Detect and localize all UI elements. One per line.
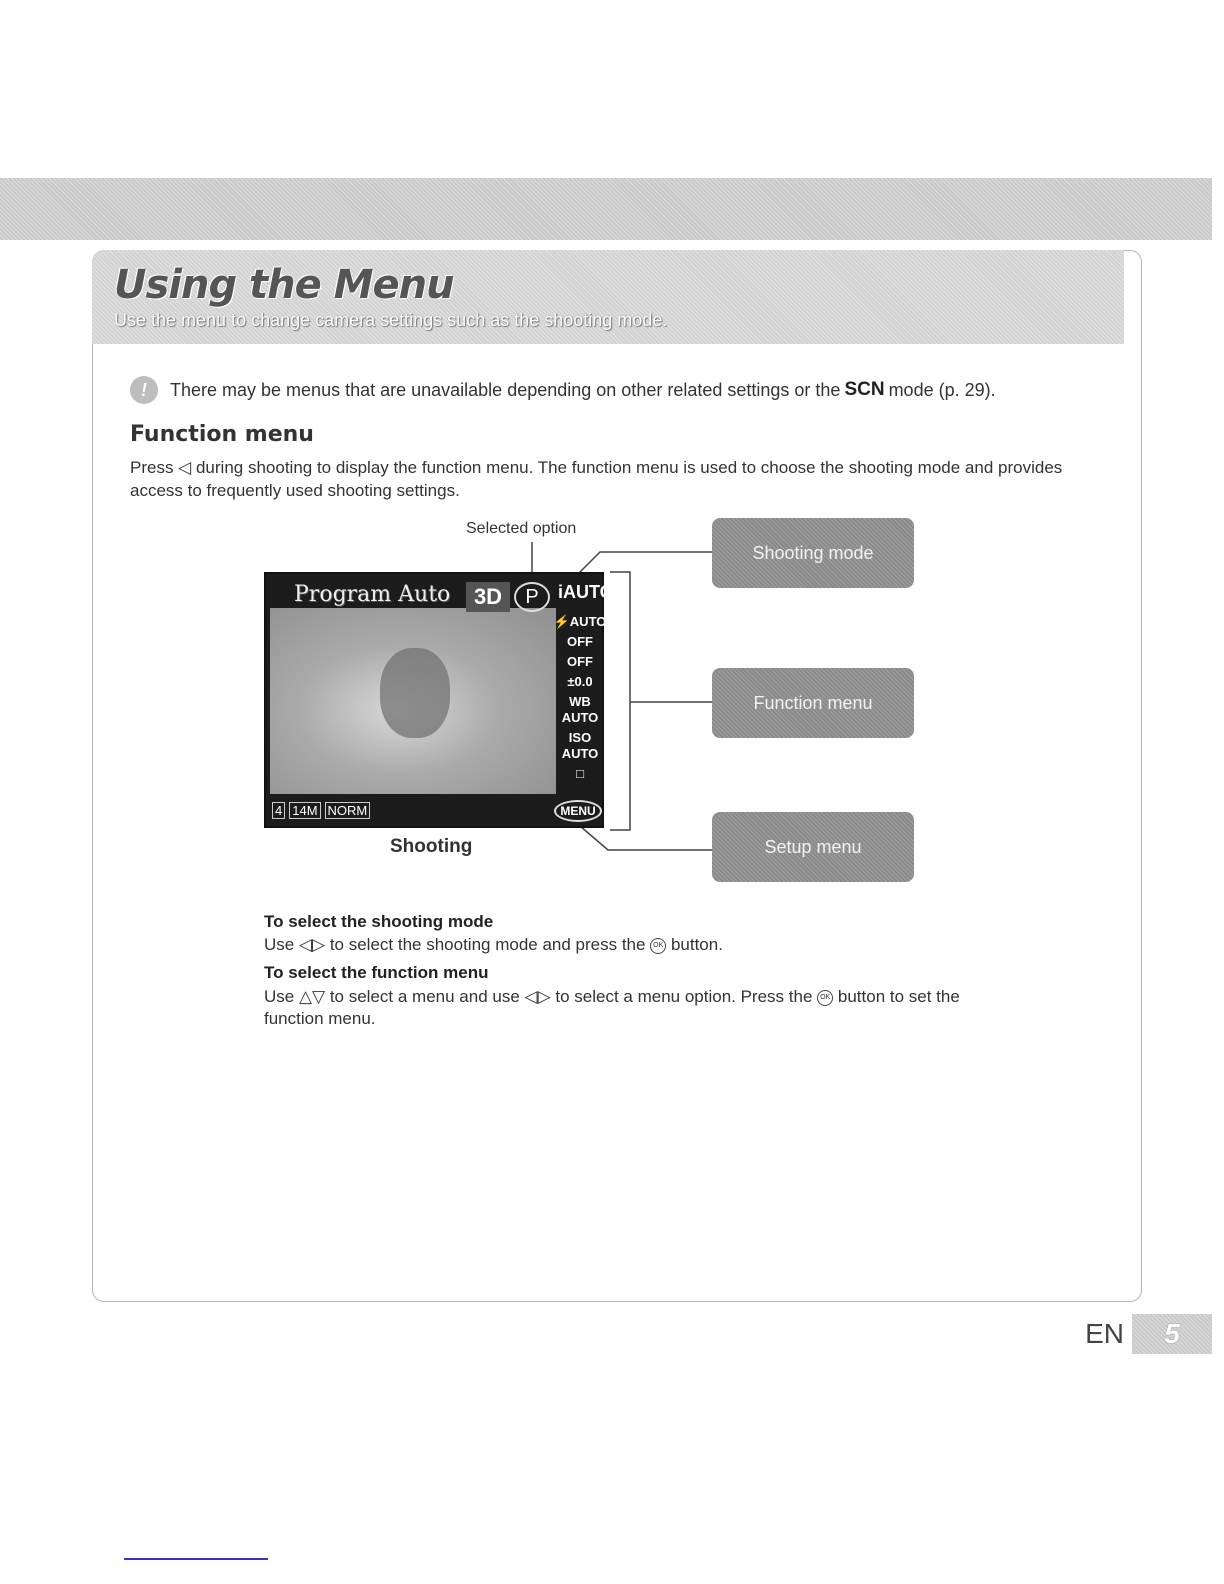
screen-function-bar <box>553 614 607 794</box>
step-text-after: button. <box>670 935 723 954</box>
iso-setting: ISO AUTO <box>561 730 599 761</box>
step-text-before: Use ◁▷ to select the shooting mode and press the <box>264 935 646 954</box>
exposure-setting: ±0.0 <box>567 674 593 689</box>
ok-button-icon: OK <box>817 990 833 1006</box>
shooting-mode-label: Shooting mode <box>712 518 914 588</box>
step-heading-shooting-mode: To select the shooting mode <box>264 912 494 931</box>
aspect-status: 4 <box>272 802 285 819</box>
step-body-function-menu <box>264 986 984 1030</box>
scn-mode-label: SCN <box>844 379 885 400</box>
step-body-shooting-mode <box>264 934 984 956</box>
screen-menu-button: MENU <box>554 800 602 822</box>
screen-mode-iauto: iAUTO <box>558 582 614 602</box>
page-subtitle: Use the menu to change camera settings such as the shooting mode. <box>114 310 668 330</box>
screen-mode-p-selected: P <box>514 582 550 612</box>
page-number: 5 <box>1132 1314 1212 1354</box>
diagram-caption: Shooting <box>390 836 473 857</box>
compression-status: NORM <box>325 802 371 819</box>
page-title: Using the Menu <box>114 262 454 308</box>
step-heading-function-menu: To select the function menu <box>264 963 489 982</box>
caution-icon: ! <box>130 376 158 404</box>
photo-subject <box>380 648 450 738</box>
flash-setting: ⚡AUTO <box>553 614 607 629</box>
drive-setting: □ <box>576 766 584 781</box>
selected-option-label: Selected option <box>466 520 577 537</box>
page-footer <box>1085 1314 1212 1354</box>
footer-language: EN <box>1085 1318 1124 1349</box>
screen-mode-3d: 3D <box>466 582 510 612</box>
function-menu-label: Function menu <box>712 668 914 738</box>
macro-setting: OFF <box>567 634 593 649</box>
image-size-status: 14M <box>289 802 320 819</box>
function-menu-intro: Press ◁ during shooting to display the function menu. The function menu is used to choose the shooting mode and provides access to frequently used shooting settings. <box>130 458 1063 500</box>
wb-setting: WB AUTO <box>561 694 599 725</box>
ok-button-icon: OK <box>650 938 666 954</box>
screen-mode-name: Program Auto <box>294 582 451 607</box>
note-text-after: mode (p. 29). <box>888 379 996 400</box>
note-text-before: There may be menus that are unavailable depending on other related settings or the <box>170 379 841 400</box>
sample-photo <box>270 608 556 794</box>
section-heading-function-menu: Function menu <box>130 422 314 447</box>
step-text-after: button to set the function menu. <box>264 987 960 1028</box>
camera-screen <box>264 572 614 828</box>
setup-menu-label: Setup menu <box>712 812 914 882</box>
bottom-rule <box>124 1558 268 1560</box>
step-text-before: Use △▽ to select a menu and use ◁▷ to select a menu option. Press the <box>264 987 813 1006</box>
screen-status-row <box>272 802 370 819</box>
self-timer-setting: OFF <box>567 654 593 669</box>
